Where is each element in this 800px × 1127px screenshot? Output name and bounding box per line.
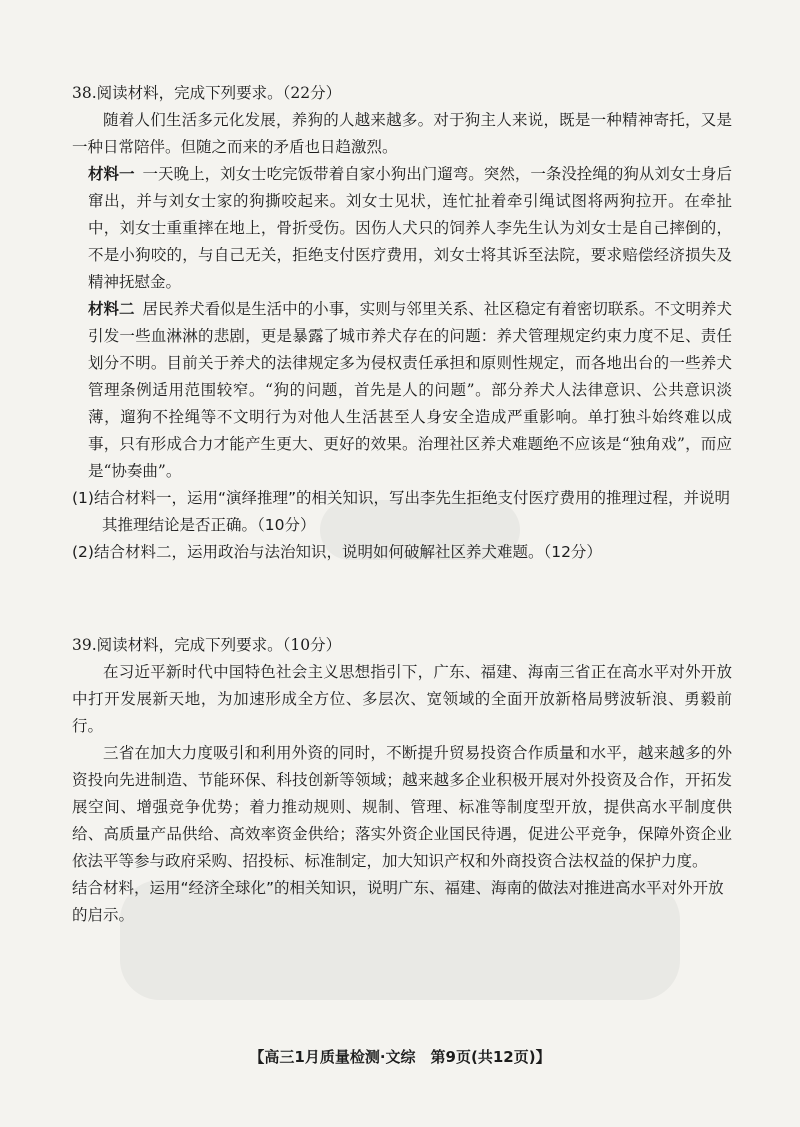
- question-39-paragraph-1: 在习近平新时代中国特色社会主义思想指引下，广东、福建、海南三省正在高水平对外开放中打开发展新天地，为加速形成全方位、多层次、宽领域的全面开放新格局劈波斩浪、勇毅前行。: [72, 663, 732, 735]
- question-39-title: 39.阅读材料，完成下列要求。（10分）: [72, 636, 342, 654]
- material-1: [72, 161, 732, 296]
- material-2-label: 材料二: [88, 300, 135, 318]
- material-2: [72, 296, 732, 485]
- page-footer: 【高三1月质量检测·文综 第9页(共12页)】: [249, 1048, 551, 1066]
- question-39-task: 结合材料，运用“经济全球化”的相关知识，说明广东、福建、海南的做法对推进高水平对外开放的启示。: [72, 879, 724, 924]
- material-1-label: 材料一: [88, 165, 135, 183]
- question-39-paragraph-2: 三省在加大力度吸引和利用外资的同时，不断提升贸易投资合作质量和水平，越来越多的外资投向先进制造、节能环保、科技创新等领域；越来越多企业积极开展对外投资及合作，开拓发展空间、增强竞争优势；着力推动规则、规制、管理、标准等制度型开放，提供高水平制度供给、高质量产品供给、高效率资金供给；落实外资企业国民待遇，促进公平竞争，保障外资企业依法平等参与政府采购、招投标、标准制定，加大知识产权和外商投资合法权益的保护力度。: [72, 744, 732, 870]
- question-39: [72, 632, 732, 929]
- material-2-text: 居民养犬看似是生活中的小事，实则与邻里关系、社区稳定有着密切联系。不文明养犬引发一些血淋淋的悲剧，更是暴露了城市养犬存在的问题：养犬管理规定约束力度不足、责任划分不明。目前关于养犬的法律规定多为侵权责任承担和原则性规定，而各地出台的一些养犬管理条例适用范围较窄。“狗的问题，首先是人的问题”。部分养犬人法律意识、公共意识淡薄，遛狗不拴绳等不文明行为对他人生活甚至人身安全造成严重影响。单打独斗始终难以成事，只有形成合力才能产生更大、更好的效果。治理社区养犬难题绝不应该是“独角戏”，而应是“协奏曲”。: [88, 300, 732, 480]
- sub-question-1: (1)结合材料一，运用“演绎推理”的相关知识，写出李先生拒绝支付医疗费用的推理过程，并说明其推理结论是否正确。（10分）: [72, 489, 731, 534]
- sub-question-2: (2)结合材料二，运用政治与法治知识，说明如何破解社区养犬难题。（12分）: [72, 543, 602, 561]
- question-38: [72, 80, 732, 566]
- material-1-text: 一天晚上，刘女士吃完饭带着自家小狗出门遛弯。突然，一条没拴绳的狗从刘女士身后窜出，并与刘女士家的狗撕咬起来。刘女士见状，连忙扯着牵引绳试图将两狗拉开。在牵扯中，刘女士重重摔在地上，骨折受伤。因伤人犬只的饲养人李先生认为刘女士是自己摔倒的，不是小狗咬的，与自己无关，拒绝支付医疗费用，刘女士将其诉至法院，要求赔偿经济损失及精神抚慰金。: [88, 165, 732, 291]
- question-38-title: 38.阅读材料，完成下列要求。（22分）: [72, 84, 342, 102]
- question-38-intro: 随着人们生活多元化发展，养狗的人越来越多。对于狗主人来说，既是一种精神寄托，又是一种日常陪伴。但随之而来的矛盾也日趋激烈。: [72, 111, 732, 156]
